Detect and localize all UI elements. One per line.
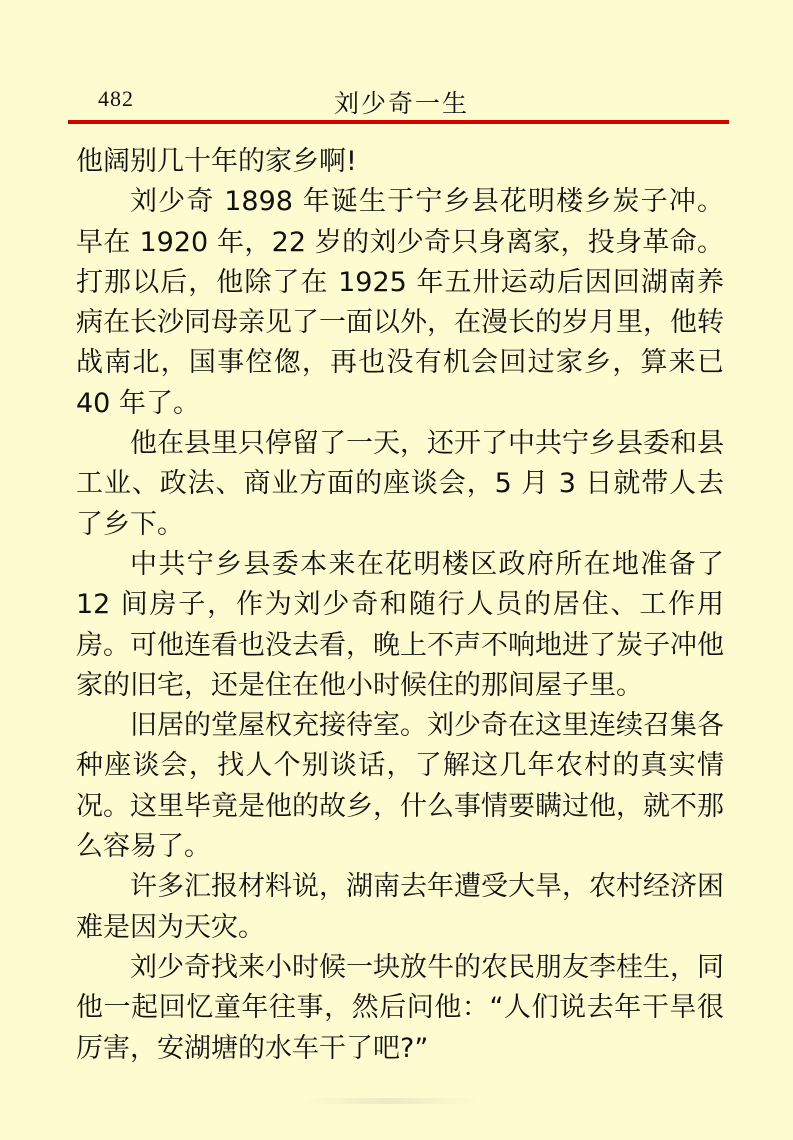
paragraph: 他在县里只停留了一天，还开了中共宁乡县委和县工业、政法、商业方面的座谈会，5 月 3 日就带人去了乡下。	[76, 428, 724, 540]
paragraph: 刘少奇找来小时候一块放牛的农民朋友李桂生，同他一起回忆童年往事，然后问他：“人们说去年干旱很厉害，安湖塘的水车干了吧?”	[76, 951, 724, 1064]
running-title: 刘少奇一生	[334, 89, 470, 118]
paragraph: 他阔别几十年的家乡啊!	[76, 146, 357, 177]
header-rule	[68, 120, 729, 124]
page-smudge	[300, 1098, 480, 1104]
page-number: 482	[98, 86, 134, 111]
paragraph: 中共宁乡县委本来在花明楼区政府所在地准备了 12 间房子，作为刘少奇和随行人员的居住、工作用房。可他连看也没去看，晚上不声不响地进了炭子冲他家的旧宅，还是住在他小时候住的那间屋子里。	[76, 548, 724, 701]
paragraph: 旧居的堂屋权充接待室。刘少奇在这里连续召集各种座谈会，找人个别谈话，了解这几年农村的真实情况。这里毕竟是他的故乡，什么事情要瞒过他，就不那么容易了。	[76, 710, 724, 863]
paragraph: 许多汇报材料说，湖南去年遭受大旱，农村经济困难是因为天灾。	[76, 871, 724, 943]
body-text	[76, 142, 724, 1069]
paragraph: 刘少奇 1898 年诞生于宁乡县花明楼乡炭子冲。早在 1920 年，22 岁的刘少奇只身离家，投身革命。打那以后，他除了在 1925 年五卅运动后因回湖南养病在长沙同母亲见了一面以外，在漫长的岁月里，他转战南北，国事倥偬，再也没有机会回过家乡，算来已 40 年了。	[76, 186, 724, 419]
